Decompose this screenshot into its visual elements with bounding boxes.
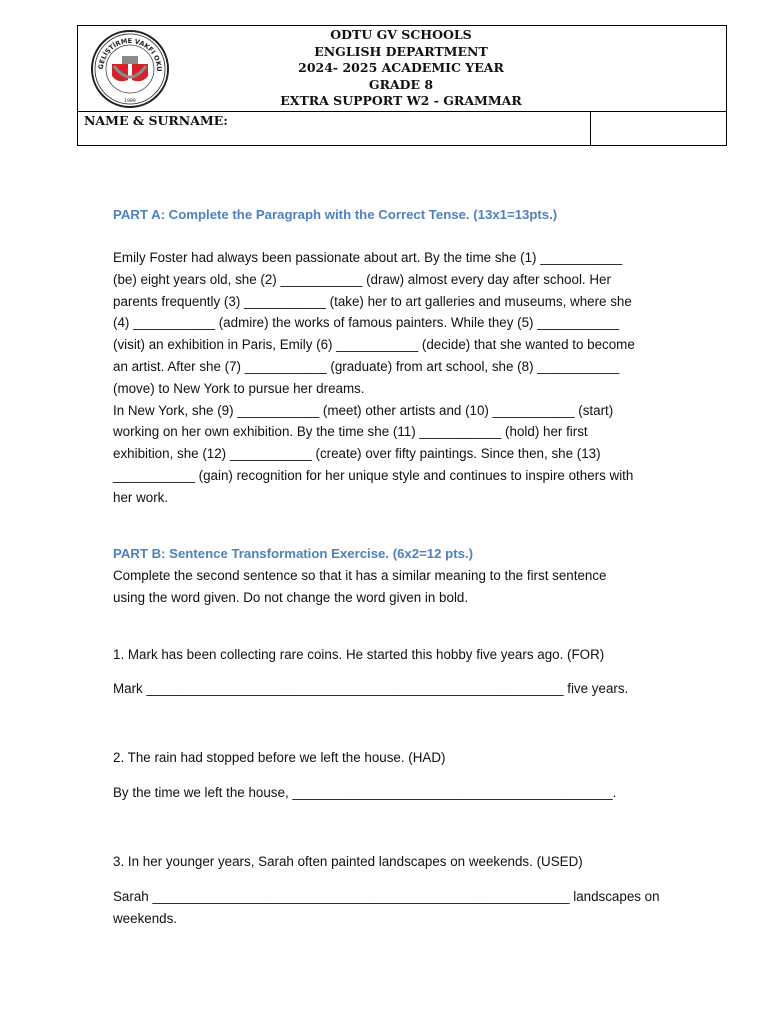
- worksheet-title: EXTRA SUPPORT W2 - GRAMMAR: [280, 93, 522, 109]
- school-logo: [78, 26, 176, 112]
- part-a-paragraph: [113, 247, 673, 509]
- paragraph-line: exhibition, she (12) ___________ (create) over fifty paintings. Since then, she (13): [113, 446, 601, 462]
- paragraph-line: (move) to New York to pursue her dreams.: [113, 380, 365, 396]
- school-logo-icon: [78, 26, 176, 112]
- question-3-answer-line: Sarah ________________________________________________________ landscapes on: [113, 889, 660, 904]
- name-surname-label: NAME & SURNAME:: [84, 113, 228, 128]
- header-title-block: [176, 27, 626, 110]
- part-a-heading: PART A: Complete the Paragraph with the Correct Tense. (13x1=13pts.): [113, 207, 558, 222]
- question-3-answer-continuation: weekends.: [113, 911, 178, 926]
- academic-year: 2024- 2025 ACADEMIC YEAR: [298, 60, 504, 76]
- school-name: ODTU GV SCHOOLS: [330, 27, 472, 42]
- question-1-answer-line: Mark ________________________________________________________ five years.: [113, 681, 629, 696]
- paragraph-line: Emily Foster had always been passionate about art. By the time she (1) ___________: [113, 250, 623, 265]
- header-table: [77, 25, 727, 146]
- header-top-row: [78, 26, 726, 112]
- paragraph-line: (4) ___________ (admire) the works of famous painters. While they (5) ___________: [113, 315, 620, 331]
- logo-year: 1989: [124, 99, 136, 104]
- instruction-line: Complete the second sentence so that it has a similar meaning to the first sentence: [113, 568, 607, 583]
- grade-level: GRADE 8: [368, 76, 434, 92]
- paragraph-line: (be) eight years old, she (2) ___________ (draw) almost every day after school. Her: [113, 271, 611, 287]
- instruction-line: using the word given. Do not change the word given in bold.: [113, 589, 469, 605]
- paragraph-line: working on her own exhibition. By the time she (11) ___________ (hold) her first: [113, 424, 588, 440]
- name-row: [78, 112, 726, 146]
- department-name: ENGLISH DEPARTMENT: [314, 43, 488, 59]
- logo-ring-text: GELİŞTİRME VAKFI OKU: [96, 36, 164, 72]
- question-1-prompt: 1. Mark has been collecting rare coins. He started this hobby five years ago. (FOR): [113, 647, 605, 662]
- question-3-prompt: 3. In her younger years, Sarah often painted landscapes on weekends. (USED): [113, 854, 583, 869]
- question-2-answer-line: By the time we left the house, ___________________________________________.: [113, 785, 617, 800]
- paragraph-line: parents frequently (3) ___________ (take) her to art galleries and museums, where she: [113, 293, 632, 309]
- score-cell-divider: [590, 112, 591, 146]
- paragraph-line: In New York, she (9) ___________ (meet) other artists and (10) ___________ (start): [113, 402, 614, 418]
- paragraph-line: (visit) an exhibition in Paris, Emily (6) ___________ (decide) that she wanted to become: [113, 337, 635, 353]
- paragraph-line: ___________ (gain) recognition for her unique style and continues to inspire others with: [113, 467, 634, 483]
- part-b-heading: PART B: Sentence Transformation Exercise. (6x2=12 pts.): [113, 546, 473, 561]
- paragraph-line: an artist. After she (7) ___________ (graduate) from art school, she (8) ___________: [113, 358, 620, 374]
- question-2-prompt: 2. The rain had stopped before we left the house. (HAD): [113, 750, 446, 765]
- paragraph-line: her work.: [113, 489, 169, 505]
- part-b-instructions: [113, 565, 673, 609]
